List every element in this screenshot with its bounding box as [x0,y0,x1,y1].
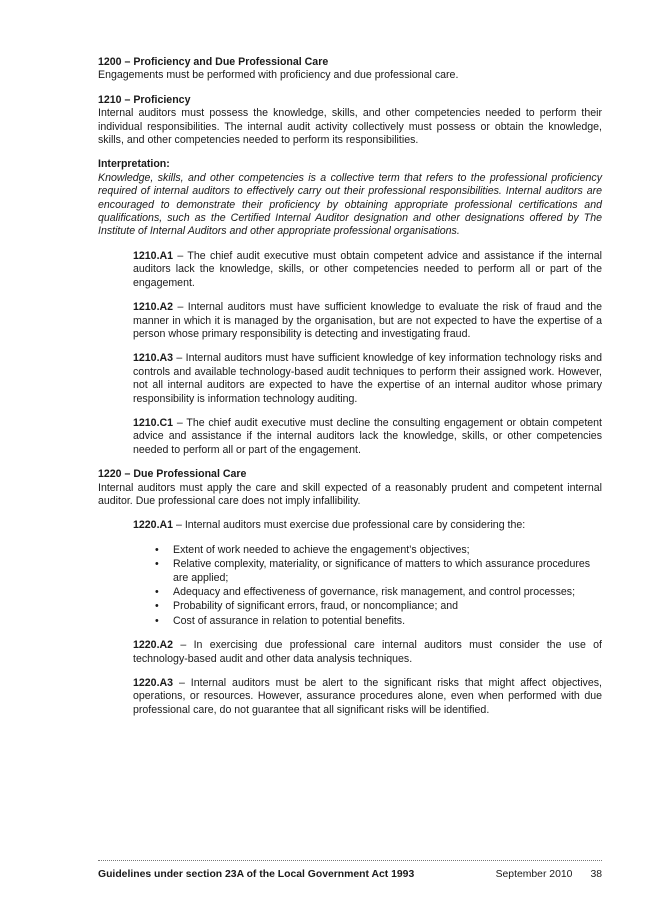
bullet-icon: • [155,586,159,598]
list-item: • Extent of work needed to achieve the engagement’s objectives; [155,543,470,556]
standard-1210-a3 [133,352,602,406]
list-item: • Adequacy and effectiveness of governance, risk management, and control processes; [155,586,576,598]
page-number: 38 [590,869,602,880]
bullet-icon: • [155,558,159,571]
footer-meta [496,869,602,880]
list-item: • Cost of assurance in relation to potential benefits. [155,614,406,627]
standard-1220-a1-text: – Internal auditors must exercise due professional care by considering the: [173,519,526,532]
bullet-icon: • [155,600,159,613]
section-1200-text: Engagements must be performed with proficiency and due professional care. [98,69,459,82]
footer-title: Guidelines under section 23A of the Local Government Act 1993 [98,869,415,880]
standard-1210-a1 [133,250,602,290]
section-1200-heading: 1200 – Proficiency and Due Professional Care [98,56,329,68]
footer-date: September 2010 [495,869,573,880]
standard-1210-a3-id: 1210.A3 [133,352,174,365]
standard-1210-a1-id: 1210.A1 [133,249,174,262]
interpretation-heading: Interpretation: [98,158,170,171]
standard-1210-c1-text: – The chief audit executive must decline the consulting engagement or obtain competent advice and assistance if the internal auditors lack the knowledge, skills, or other competencies needed to perform all or part of the engagement. [133,416,602,456]
page-footer [98,860,602,880]
standard-1210-a2 [133,301,602,341]
interpretation-text: Knowledge, skills, and other competencies is a collective term that refers to the professional proficiency required of internal auditors to effectively carry out their professional responsibilities. Internal auditors are encouraged to demonstrate their proficiency by obtaining appropriate professional certifications and qualifications, such as the Certified Internal Auditor designation and other designations offered by The Institute of Internal Auditors and other appropriate professional organisations. [98,171,602,238]
standard-1210-c1 [133,417,602,457]
bullet-icon: • [155,543,159,556]
standard-1220-a3-text: – Internal auditors must be alert to the significant risks that might affect objectives, operations, or resources. However, assurance procedures alone, even when performed with due professional care, do not guarantee that all significant risks will be identified. [133,677,602,716]
standard-1220-a2 [133,639,602,666]
bullet-icon: • [155,614,159,627]
section-1210-text: Internal auditors must possess the knowledge, skills, and other competencies needed to perform their individual responsibilities. The internal audit activity collectively must possess or obtain the knowledge, skills, and other competencies needed to perform its responsibilities. [98,107,602,147]
standard-1210-a1-text: – The chief audit executive must obtain competent advice and assistance if the internal auditors lack the knowledge, skills, or other competencies needed to perform all or part of the engagement. [133,249,602,289]
standard-1210-a2-text: – Internal auditors must have sufficient knowledge to evaluate the risk of fraud and the manner in which it is managed by the organisation, but are not expected to have the expertise of a person whose primary responsibility is detecting and investigating fraud. [133,301,602,340]
standard-1220-a3 [133,677,602,717]
standard-1220-a1 [133,519,602,532]
standard-1210-c1-id: 1210.C1 [133,416,174,429]
standard-1220-a1-id: 1220.A1 [133,519,174,532]
standard-1210-a2-id: 1210.A2 [133,301,174,314]
standard-1220-a2-text: – In exercising due professional care internal auditors must consider the use of technology-based audit and other data analysis techniques. [133,639,602,665]
list-item: • Probability of significant errors, fraud, or noncompliance; and [155,600,459,613]
section-1220-text: Internal auditors must apply the care and skill expected of a reasonably prudent and competent internal auditor. Due professional care does not imply infallibility. [98,481,602,507]
due-care-considerations-list [133,544,602,628]
document-body [98,56,602,728]
list-item: • Relative complexity, materiality, or significance of matters to which assurance procedures are applied; [155,558,591,584]
standard-1210-a3-text: – Internal auditors must have sufficient knowledge of key information technology risks and controls and available technology-based audit techniques to perform their assigned work. However, not all internal auditors are expected to have the expertise of an internal auditor whose primary responsibility is information technology auditing. [133,352,602,405]
section-1220-heading: 1220 – Due Professional Care [98,468,247,481]
standard-1220-a2-id: 1220.A2 [133,639,174,652]
standard-1220-a3-id: 1220.A3 [133,677,174,690]
section-1210-heading: 1210 – Proficiency [98,93,191,106]
